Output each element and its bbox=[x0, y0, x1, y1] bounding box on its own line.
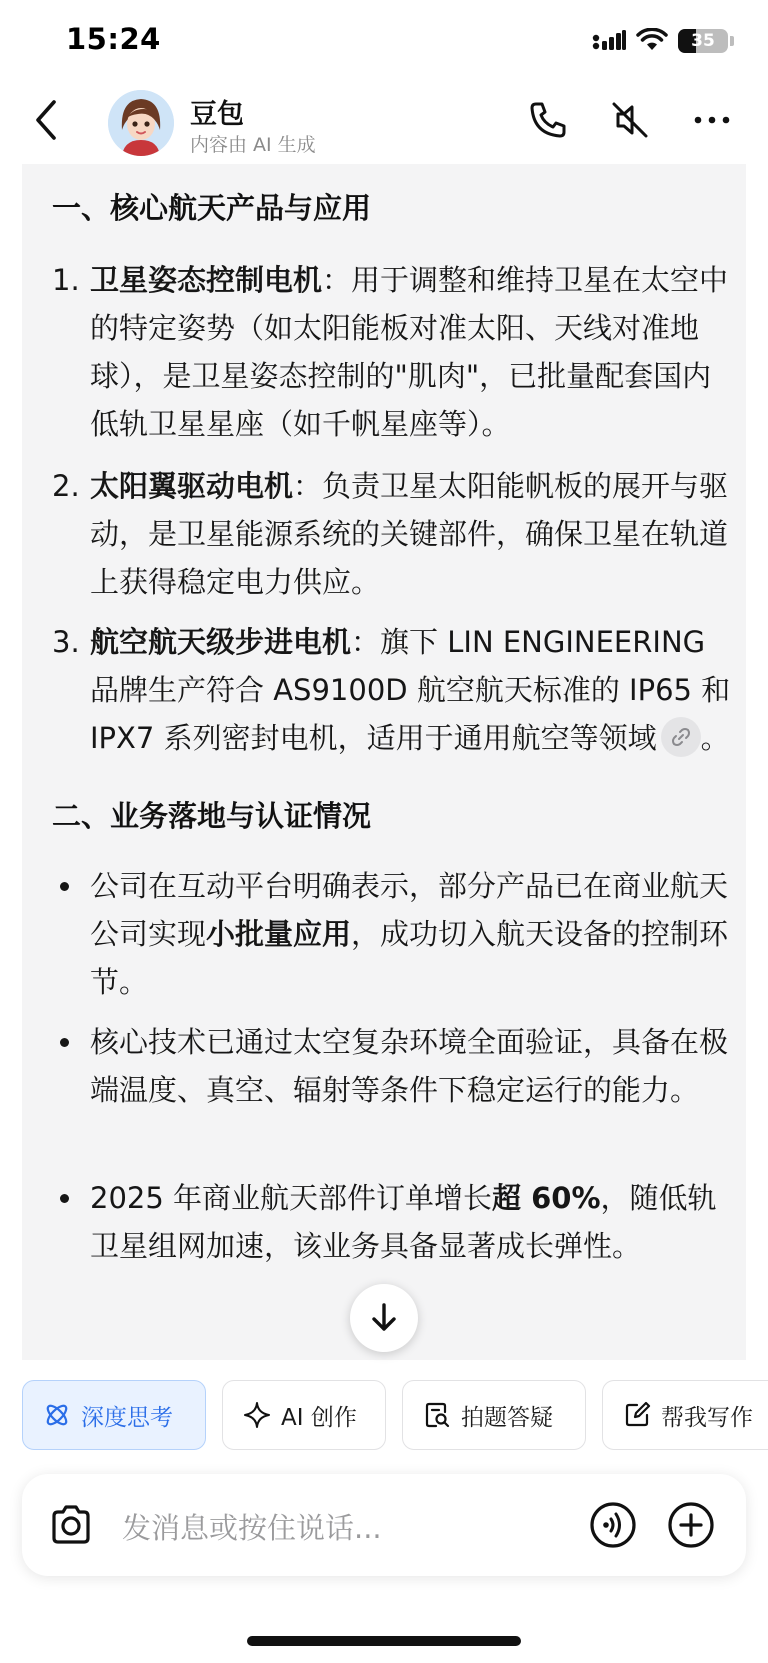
bullet-dot bbox=[60, 1038, 69, 1047]
bullet-bold: 超 60% bbox=[492, 1181, 601, 1215]
item-text: ：负责卫星太阳能帆板的展开与驱动，是卫星能源系统的关键部件，确保卫星在轨道上获得稳定电力供应。 bbox=[90, 469, 729, 599]
status-bar bbox=[0, 0, 768, 84]
list-number: 3. bbox=[52, 625, 80, 659]
item-bold: 航空航天级步进电机 bbox=[90, 625, 352, 659]
sparkle-icon bbox=[243, 1401, 271, 1429]
bullet-bold: 小批量应用 bbox=[206, 917, 352, 951]
bullet-pre: 公司在互动平台明确表示，部分产品已在商业航天公司实现 bbox=[90, 869, 729, 951]
camera-icon[interactable] bbox=[46, 1500, 96, 1550]
more-options-icon[interactable] bbox=[690, 98, 734, 142]
link-icon bbox=[670, 726, 692, 748]
list-number: 1. bbox=[52, 263, 80, 297]
section-title: 二、业务落地与认证情况 bbox=[52, 799, 372, 833]
bullet-post: ，随低轨卫星组网加速，该业务具备显著成长弹性。 bbox=[90, 1181, 717, 1263]
atom-icon bbox=[43, 1401, 71, 1429]
item-text: ：用于调整和维持卫星在太空中的特定姿势（如太阳能板对准太阳、天线对准地球），是卫星姿态控制的"肌肉"，已批量配套国内低轨卫星星座（如千帆星座等）。 bbox=[90, 263, 729, 441]
list-item bbox=[52, 462, 732, 606]
section-title: 一、核心航天产品与应用 bbox=[52, 191, 372, 225]
bullet-dot bbox=[60, 1194, 69, 1203]
source-link-button[interactable] bbox=[661, 717, 701, 757]
message-input[interactable]: 发消息或按住说话... bbox=[122, 1511, 382, 1545]
battery-level: 35 bbox=[691, 31, 715, 51]
edit-icon bbox=[623, 1401, 651, 1429]
bullet-text bbox=[52, 862, 732, 1006]
message-input-bar bbox=[22, 1474, 746, 1576]
bullet-pre: 2025 年商业航天部件订单增长 bbox=[90, 1181, 493, 1215]
ai-generated-note: 内容由 AI 生成 bbox=[190, 134, 316, 156]
chip-label: AI 创作 bbox=[281, 1404, 357, 1431]
chip-photo-question[interactable] bbox=[402, 1380, 586, 1450]
bot-name: 豆包 bbox=[190, 99, 244, 130]
chip-label: 深度思考 bbox=[81, 1404, 173, 1431]
back-arrow-icon[interactable] bbox=[28, 98, 68, 142]
bullet-item bbox=[52, 1174, 732, 1270]
bullet-pre: 核心技术已通过太空复杂环境全面验证，具备在极端温度、真空、辐射等条件下稳定运行的能力。 bbox=[90, 1025, 729, 1107]
phone-icon[interactable] bbox=[526, 98, 570, 142]
scroll-to-bottom-button[interactable] bbox=[350, 1284, 418, 1352]
plus-circle-icon[interactable] bbox=[666, 1500, 716, 1550]
doc-search-icon bbox=[423, 1401, 451, 1429]
chip-ai-create[interactable] bbox=[222, 1380, 386, 1450]
item-bold: 卫星姿态控制电机 bbox=[90, 263, 323, 297]
cellular-signal-icon bbox=[592, 30, 626, 52]
chip-deep-think[interactable] bbox=[22, 1380, 206, 1450]
avatar[interactable] bbox=[108, 90, 174, 156]
home-indicator bbox=[247, 1636, 521, 1646]
bullet-text bbox=[52, 1174, 732, 1270]
list-item bbox=[52, 256, 732, 448]
avatar-illustration bbox=[108, 90, 174, 156]
item-end: 。 bbox=[700, 721, 730, 755]
battery-tip bbox=[730, 36, 734, 46]
chip-label: 帮我写作 bbox=[661, 1404, 753, 1431]
bullet-post: ，成功切入航天设备的控制环节。 bbox=[90, 917, 729, 999]
status-time: 15:24 bbox=[66, 22, 161, 56]
battery-icon bbox=[678, 29, 728, 53]
list-text bbox=[52, 256, 732, 448]
list-text bbox=[52, 462, 732, 606]
chat-header bbox=[0, 84, 768, 164]
item-text: ：旗下 LIN ENGINEERING 品牌生产符合 AS9100D 航空航天标准的 IP65 和 IPX7 系列密封电机，适用于通用航空等领域 bbox=[90, 625, 731, 755]
list-text bbox=[52, 618, 732, 762]
item-bold: 太阳翼驱动电机 bbox=[90, 469, 294, 503]
arrow-down-icon bbox=[370, 1302, 398, 1334]
bullet-item bbox=[52, 1018, 732, 1114]
wifi-icon bbox=[636, 28, 668, 52]
mute-speaker-icon[interactable] bbox=[608, 98, 652, 142]
voice-input-icon[interactable] bbox=[588, 1500, 638, 1550]
bullet-item bbox=[52, 862, 732, 1006]
bullet-dot bbox=[60, 882, 69, 891]
assistant-message bbox=[22, 164, 746, 1360]
list-item bbox=[52, 618, 732, 762]
chip-label: 拍题答疑 bbox=[461, 1404, 553, 1431]
list-number: 2. bbox=[52, 469, 80, 503]
chip-help-write[interactable] bbox=[602, 1380, 768, 1450]
bullet-text bbox=[52, 1018, 732, 1114]
